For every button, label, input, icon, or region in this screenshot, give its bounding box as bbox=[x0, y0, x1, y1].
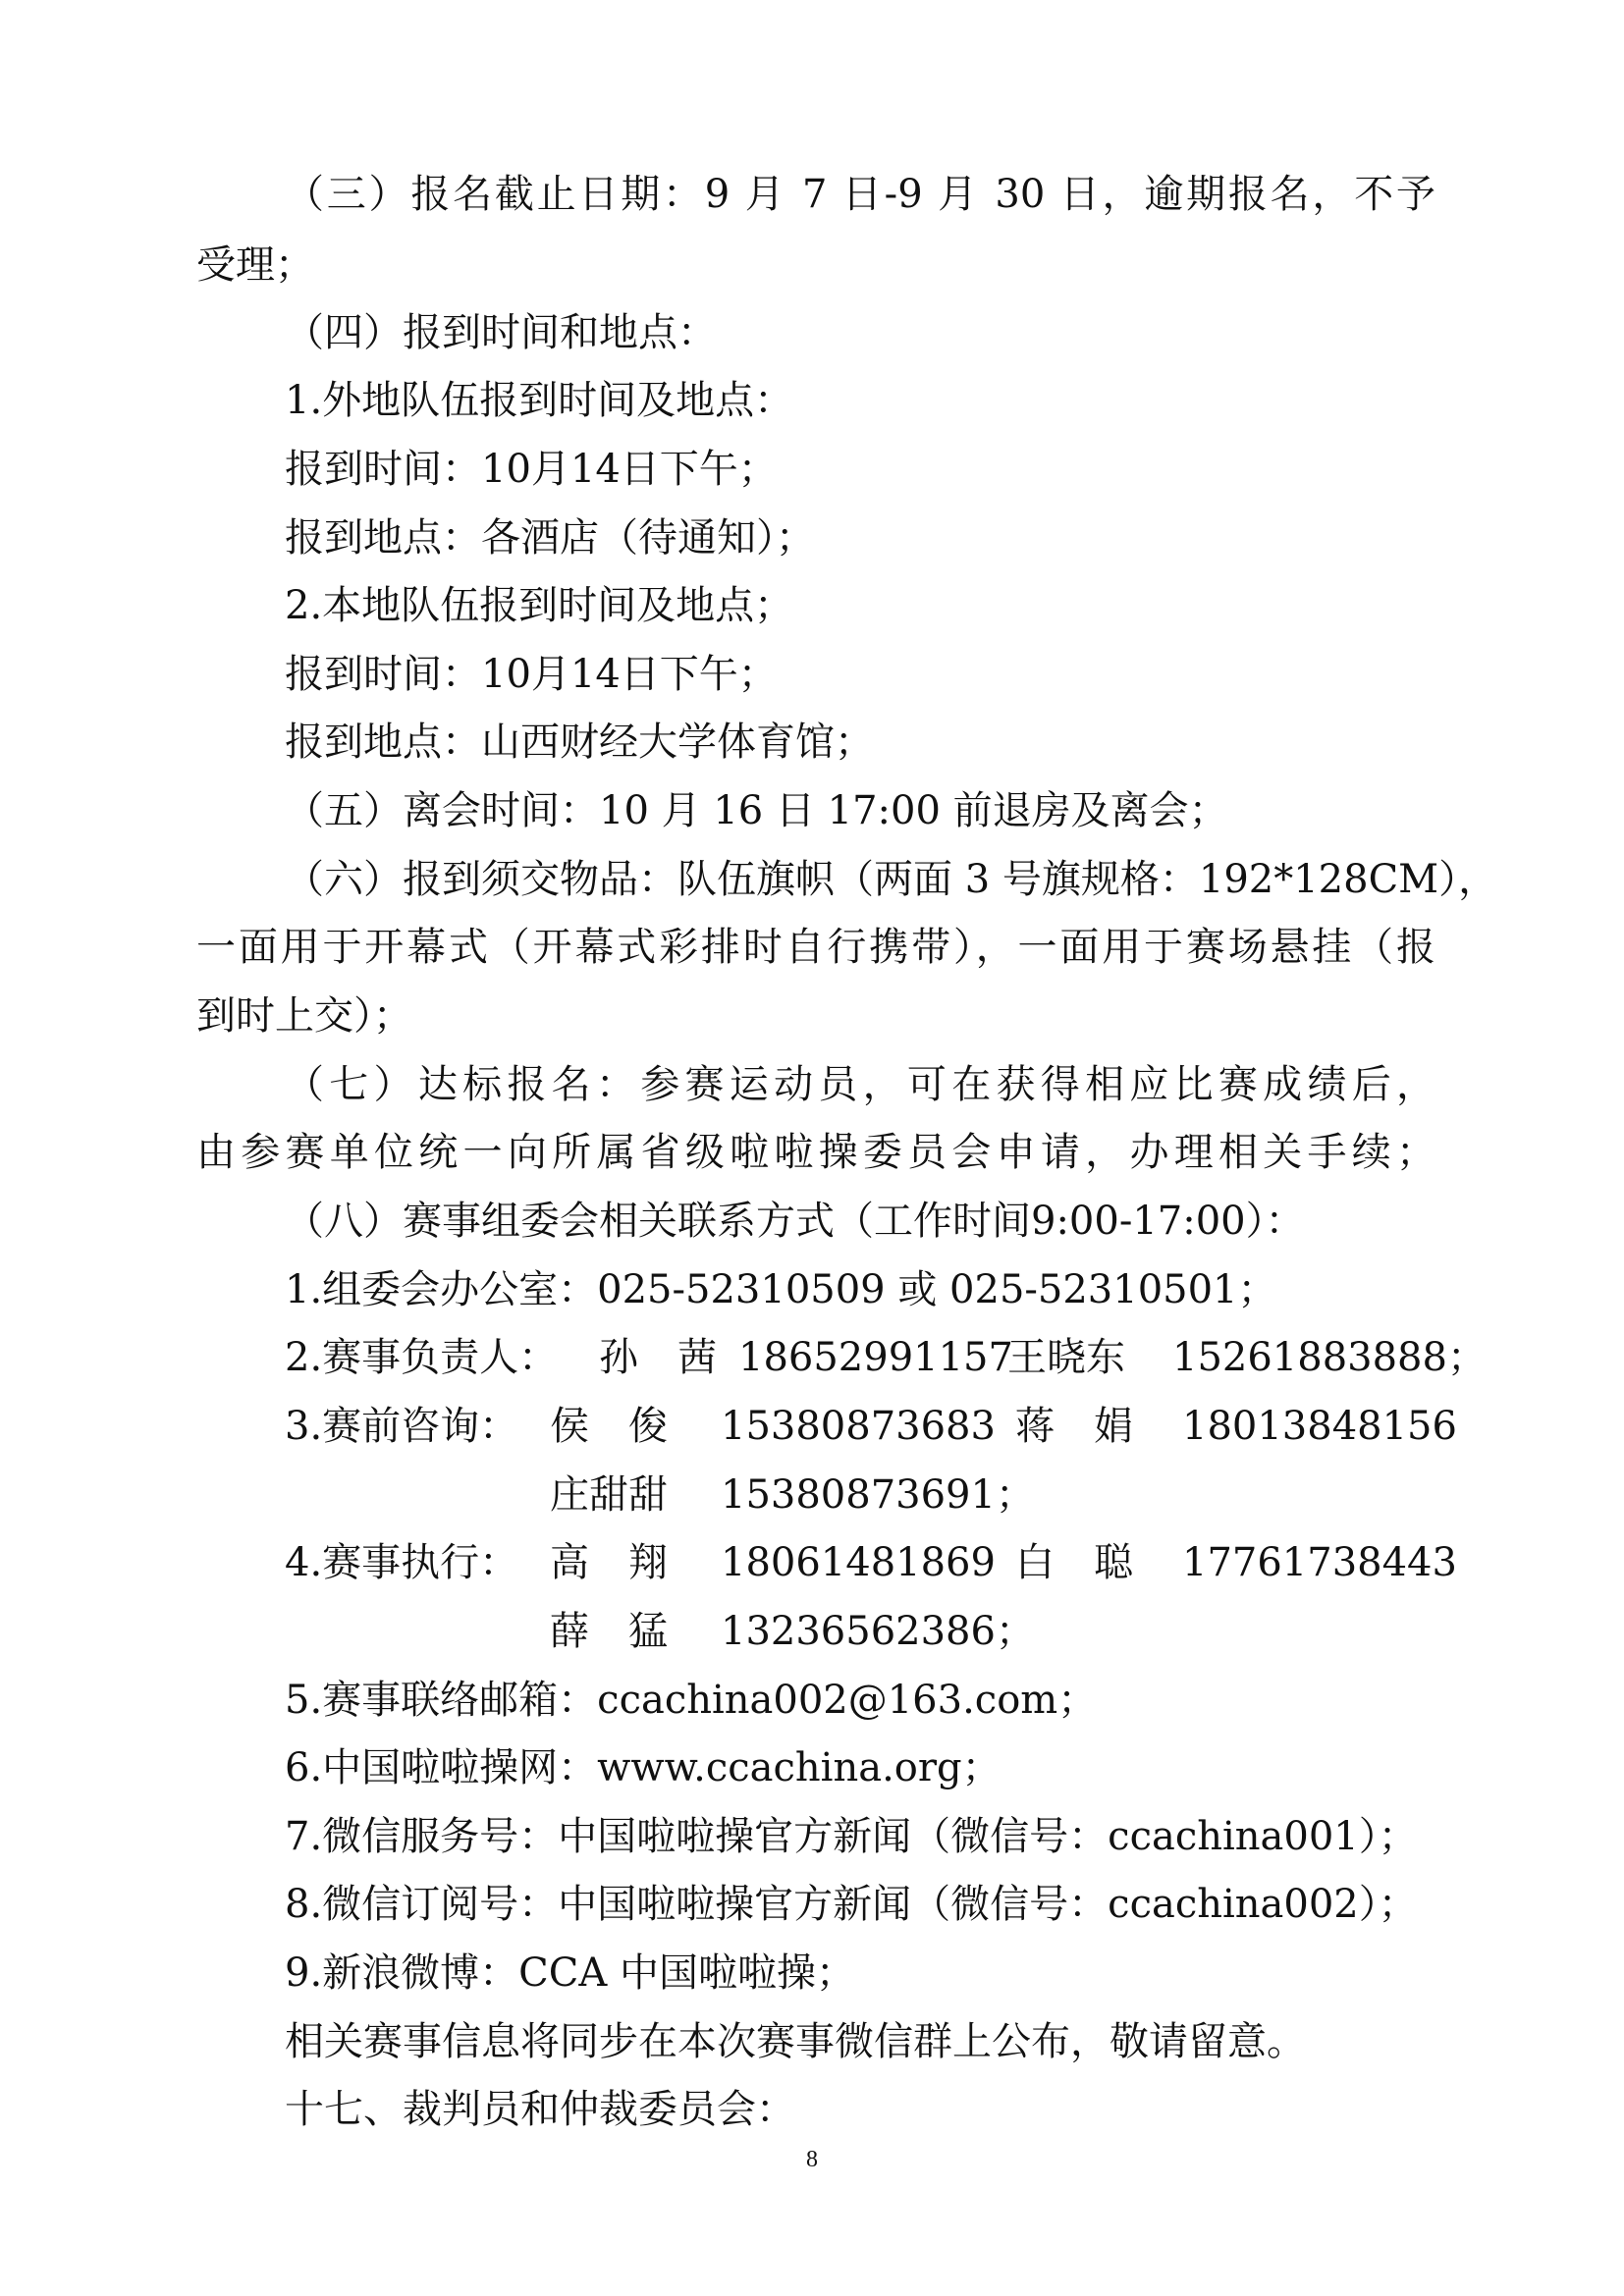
contact-phone: 18652991157 bbox=[738, 1335, 1013, 1380]
text-line: 1.外地队伍报到时间及地点： bbox=[285, 378, 794, 423]
text-line: 受理； bbox=[196, 242, 314, 288]
contact-name: 高 翔 bbox=[550, 1540, 668, 1585]
text-line: 十七、裁判员和仲裁委员会： bbox=[285, 2087, 795, 2132]
text-line: 2.本地队伍报到时间及地点； bbox=[285, 583, 794, 628]
text-line: （八）赛事组委会相关联系方式（工作时间9:00-17:00）： bbox=[285, 1199, 1305, 1244]
contact-row-execute bbox=[0, 1533, 1624, 1592]
text-line: 6.中国啦啦操网：www.ccachina.org； bbox=[285, 1745, 1001, 1790]
contact-row-consult bbox=[0, 1397, 1624, 1456]
contact-phone: 18061481869 bbox=[721, 1540, 996, 1585]
text-line: 相关赛事信息将同步在本次赛事微信群上公布，敬请留意。 bbox=[285, 2019, 1306, 2064]
contact-phone: 13236562386； bbox=[721, 1609, 1035, 1654]
text-line: （四）报到时间和地点： bbox=[285, 310, 717, 355]
text-line: 5.赛事联络邮箱：ccachina002@163.com； bbox=[285, 1678, 1098, 1723]
text-line: （七）达标报名：参赛运动员，可在获得相应比赛成绩后， bbox=[285, 1062, 1435, 1107]
contact-name: 孙 茜 bbox=[599, 1335, 717, 1380]
contact-label: 2.赛事负责人： bbox=[285, 1335, 559, 1380]
text-line: （六）报到须交物品：队伍旗帜（两面 3 号旗规格：192*128CM）， bbox=[285, 857, 1498, 902]
page-number: 8 bbox=[806, 2147, 818, 2172]
contact-row-consult-cont bbox=[0, 1466, 1624, 1524]
text-line: 由参赛单位统一向所属省级啦啦操委员会申请，办理相关手续； bbox=[196, 1130, 1435, 1175]
text-line: （五）离会时间：10 月 16 日 17:00 前退房及离会； bbox=[285, 788, 1228, 833]
contact-phone: 17761738443 bbox=[1182, 1540, 1457, 1585]
text-line: 1.组委会办公室：025-52310509 或 025-52310501； bbox=[285, 1267, 1277, 1312]
text-line: 一面用于开幕式（开幕式彩排时自行携带），一面用于赛场悬挂（报 bbox=[196, 925, 1435, 970]
text-line: 7.微信服务号：中国啦啦操官方新闻（微信号：ccachina001）； bbox=[285, 1814, 1418, 1859]
text-line: 9.新浪微博：CCA 中国啦啦操； bbox=[285, 1950, 855, 1996]
contact-phone: 18013848156 bbox=[1182, 1404, 1457, 1449]
contact-name: 庄甜甜 bbox=[550, 1472, 668, 1518]
text-line: 8.微信订阅号：中国啦啦操官方新闻（微信号：ccachina002）； bbox=[285, 1882, 1418, 1927]
contact-phone: 15380873683 bbox=[721, 1404, 996, 1449]
contact-row-execute-cont bbox=[0, 1602, 1624, 1661]
contact-label: 3.赛前咨询： bbox=[285, 1404, 519, 1449]
text-line: 报到时间：10月14日下午； bbox=[285, 447, 778, 492]
contact-phone: 15261883888； bbox=[1172, 1335, 1487, 1380]
text-line: 报到时间：10月14日下午； bbox=[285, 652, 778, 697]
text-line: （三）报名截止日期：9 月 7 日-9 月 30 日，逾期报名，不予 bbox=[285, 172, 1435, 217]
contact-row-leader bbox=[0, 1328, 1624, 1387]
contact-name: 侯 俊 bbox=[550, 1404, 668, 1449]
contact-label: 4.赛事执行： bbox=[285, 1540, 519, 1585]
text-line: 报到地点：各酒店（待通知）； bbox=[285, 515, 815, 561]
text-line: 到时上交）； bbox=[196, 993, 412, 1039]
contact-name: 薛 猛 bbox=[550, 1609, 668, 1654]
contact-phone: 15380873691； bbox=[721, 1472, 1035, 1518]
text-line: 报到地点：山西财经大学体育馆； bbox=[285, 720, 874, 765]
contact-name: 王晓东 bbox=[1007, 1335, 1125, 1380]
contact-name: 蒋 娟 bbox=[1015, 1404, 1133, 1449]
contact-name: 白 聪 bbox=[1015, 1540, 1133, 1585]
